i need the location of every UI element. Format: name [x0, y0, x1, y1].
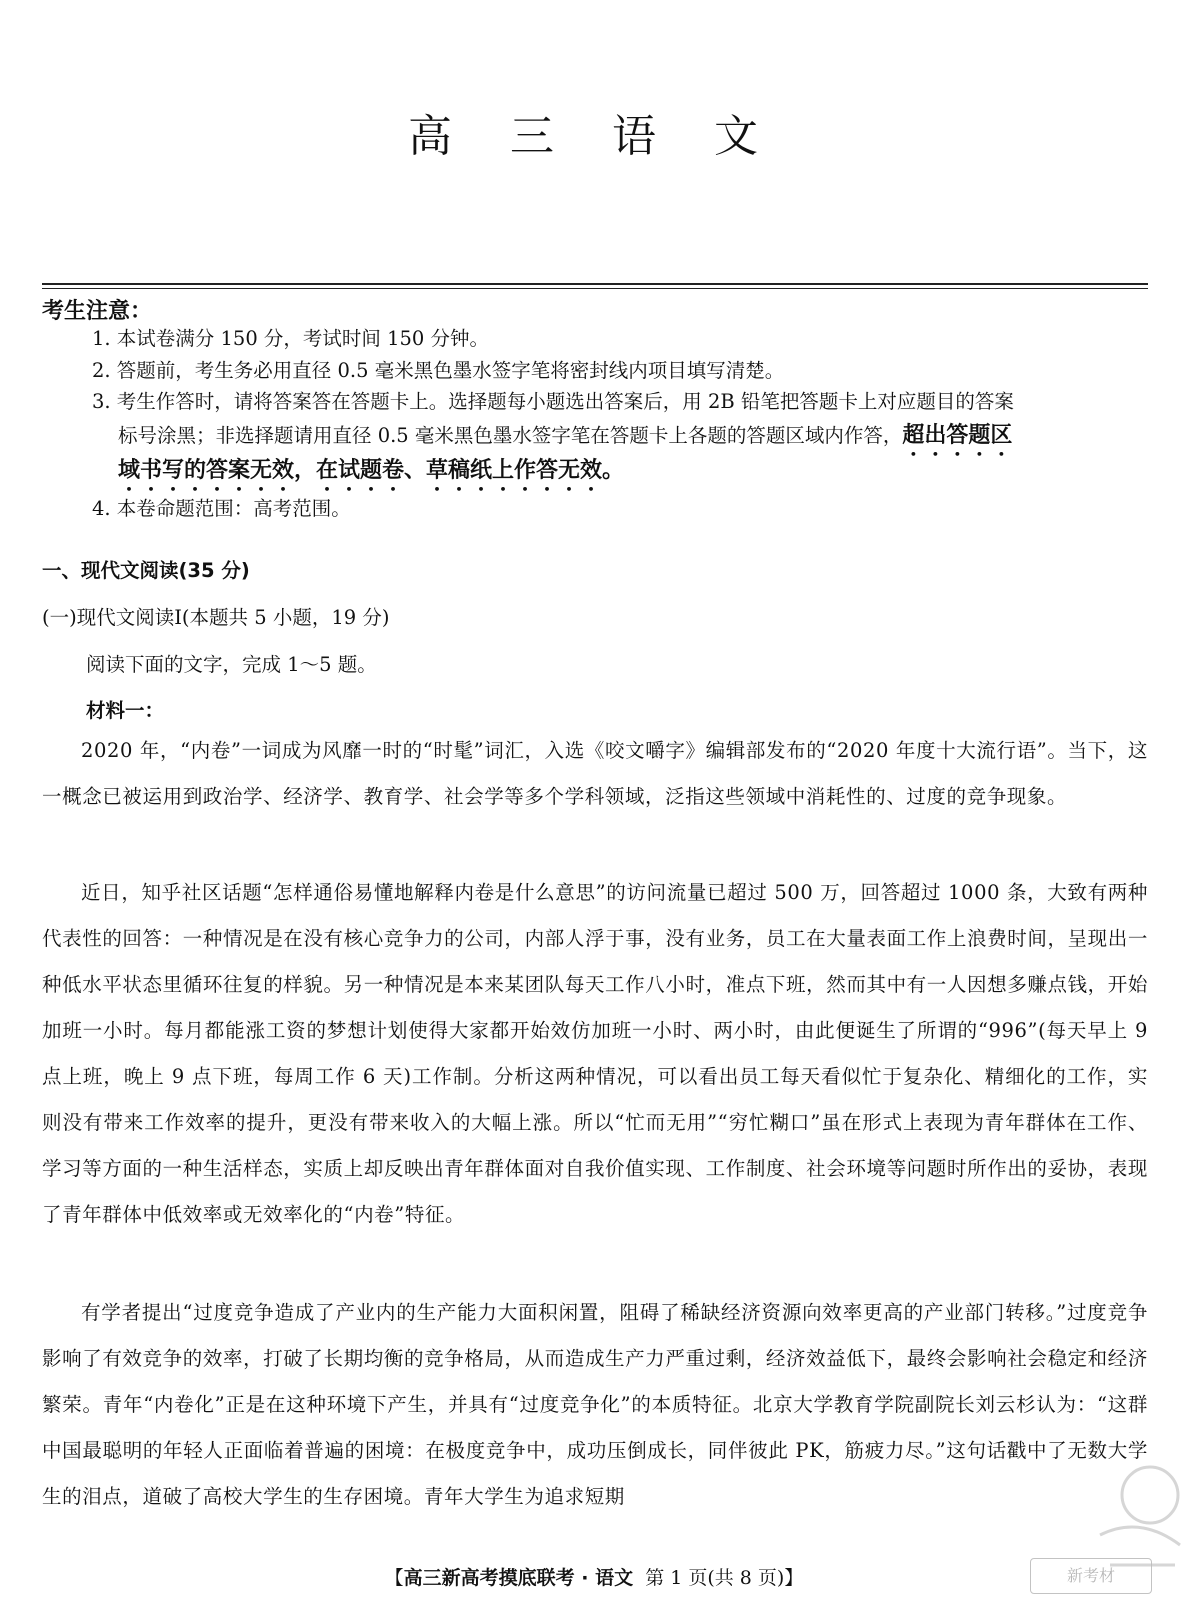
material-label: 材料一： [86, 699, 165, 722]
paragraph-1: 2020 年，“内卷”一词成为风靡一时的“时髦”词汇，入选《咬文嚼字》编辑部发布的“2020 年度十大流行语”。当下，这一概念已被运用到政治学、经济学、教育学、社会学等多个学科领域，泛指这些领域中消耗性的、过度的竞争现象。 [42, 739, 1148, 808]
notice-emphasis-2: 域书写的答案无效，在试题卷、草稿纸上作答无效。 [118, 458, 625, 483]
page-footer [0, 1563, 1188, 1590]
paragraph-3: 有学者提出“过度竞争造成了产业内的生产能力大面积闲置，阻碍了稀缺经济资源向效率更高的产业部门转移。”过度竞争影响了有效竞争的效率，打破了长期均衡的竞争格局，从而造成生产力严重过剩，经济效益低下，最终会影响社会稳定和经济繁荣。青年“内卷化”正是在这种环境下产生，并具有“过度竞争化”的本质特征。北京大学教育学院副院长刘云杉认为：“这群中国最聪明的年轻人正面临着普遍的困境：在极度竞争中，成功压倒成长，同伴彼此 PK，筋疲力尽。”这句话戳中了无数大学生的泪点，道破了高校大学生的生存困境。青年大学生为追求短期 [42, 1301, 1148, 1508]
reading-instruction: 阅读下面的文字，完成 1～5 题。 [86, 653, 377, 676]
notice-item-2: 2. 答题前，考生务必用直径 0.5 毫米黑色墨水签字笔将密封线内项目填写清楚。 [92, 359, 785, 382]
notice-heading: 考生注意： [42, 299, 153, 324]
notice-item-3-text: 标号涂黑；非选择题请用直径 0.5 毫米黑色墨水签字笔在答题卡上各题的答题区域内作答， [118, 424, 903, 447]
page-title: 高 三 语 文 [408, 111, 780, 162]
notice-item-1: 1. 本试卷满分 150 分，考试时间 150 分钟。 [92, 327, 490, 350]
notice-item-3: 3. 考生作答时，请将答案答在答题卡上。选择题每小题选出答案后，用 2B 铅笔把答题卡上对应题目的答案 [92, 390, 1014, 413]
corner-stamp: 新考材 [1030, 1558, 1152, 1594]
subsection-heading: (一)现代文阅读Ⅰ(本题共 5 小题，19 分) [42, 606, 390, 629]
paragraph-2: 近日，知乎社区话题“怎样通俗易懂地解释内卷是什么意思”的访问流量已超过 500 万，回答超过 1000 条，大致有两种代表性的回答：一种情况是在没有核心竞争力的公司，内部人浮于事，没有业务，员工在大量表面工作上浪费时间，呈现出一种低水平状态里循环往复的样貌。另一种情况是本来某团队每天工作八小时，准点下班，然而其中有一人因想多赚点钱，开始加班一小时。每月都能涨工资的梦想计划使得大家都开始效仿加班一小时、两小时，由此便诞生了所谓的“996”(每天早上 9 点上班，晚上 9 点下班，每周工作 6 天)工作制。分析这两种情况，可以看出员工每天看似忙于复杂化、精细化的工作，实则没有带来工作效率的提升，更没有带来收入的大幅上涨。所以“忙而无用”“穷忙糊口”虽在形式上表现为青年群体在工作、学习等方面的一种生活样态，实质上却反映出青年群体面对自我价值实现、工作制度、社会环境等问题时所作出的妥协，表现了青年群体中低效率或无效率化的“内卷”特征。 [42, 881, 1148, 1226]
footer-bracket-open: 【 [384, 1567, 404, 1589]
header-rule [42, 283, 1148, 285]
notice-item-4: 4. 本卷命题范围：高考范围。 [92, 497, 351, 520]
section-heading: 一、现代文阅读(35 分) [42, 559, 250, 582]
footer-bracket-close: 】 [784, 1567, 804, 1589]
footer-exam-name: 高三新高考摸底联考 · 语文 [403, 1567, 634, 1589]
notice-item-3-cont2 [118, 453, 624, 496]
header-rule-thin [42, 288, 1148, 289]
watermark-logo-icon [1090, 1455, 1186, 1595]
footer-page-number: 第 1 页(共 8 页) [645, 1567, 785, 1589]
notice-emphasis-1: 超出答题区 [902, 423, 1013, 448]
